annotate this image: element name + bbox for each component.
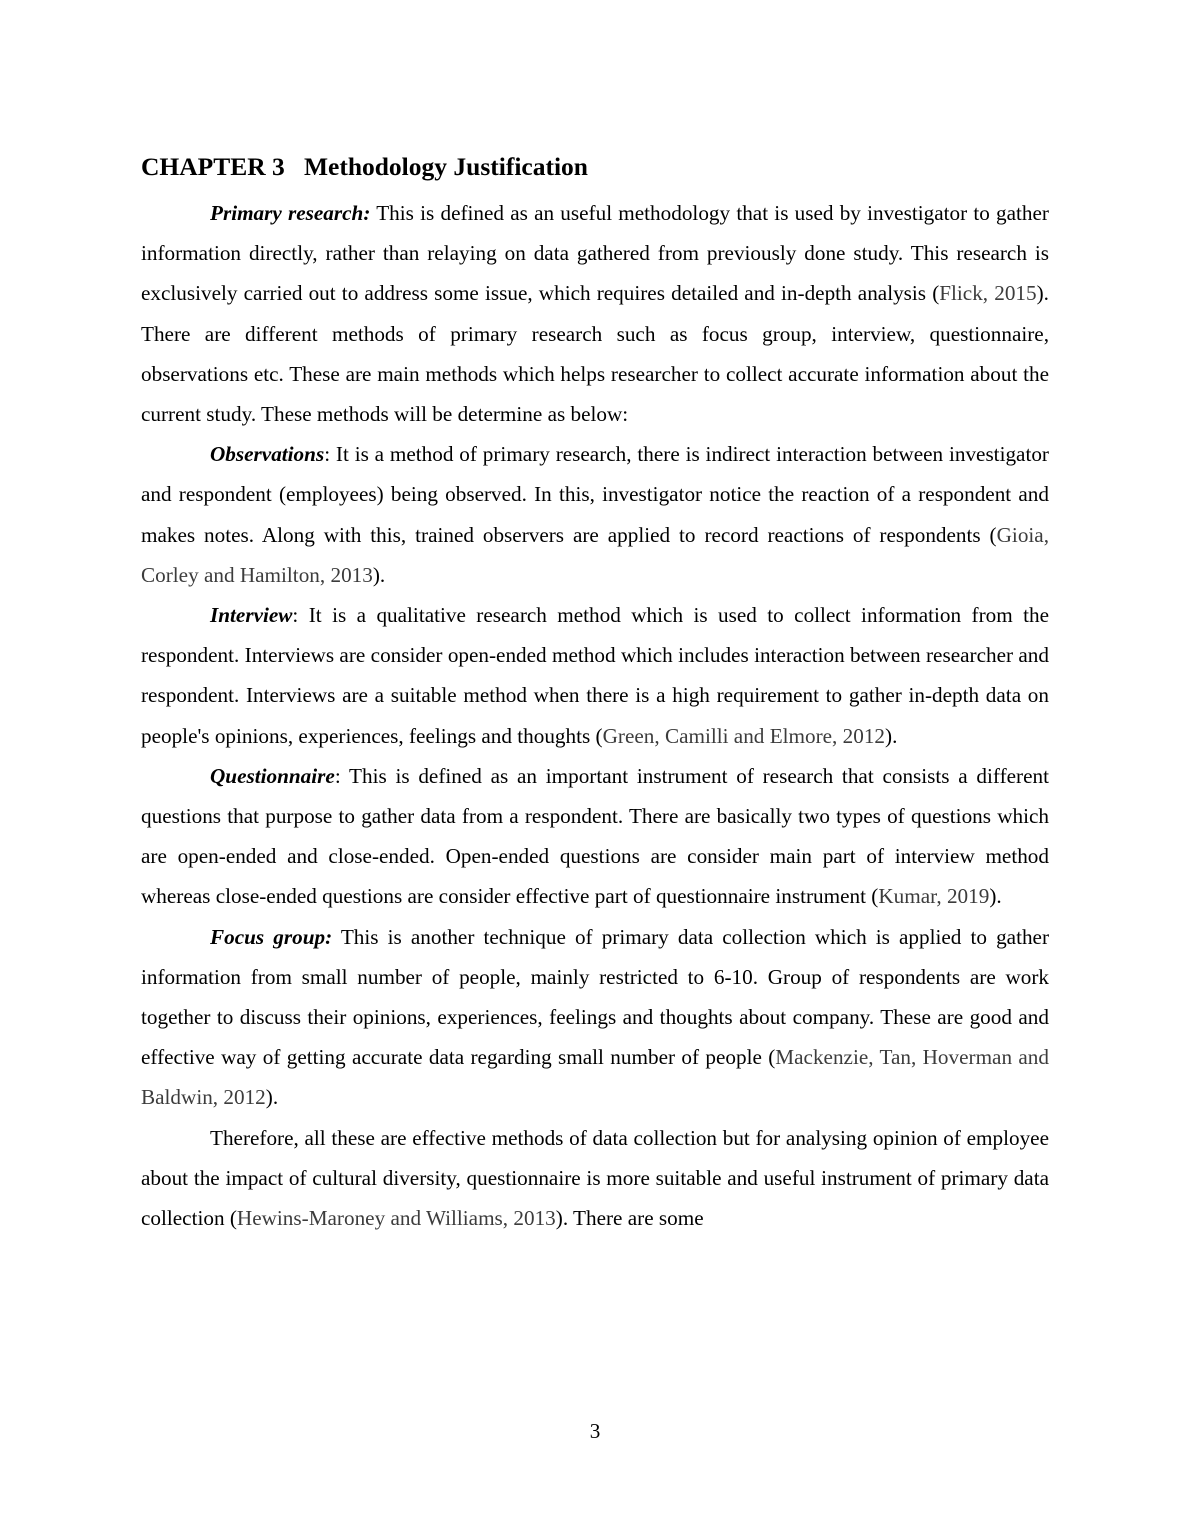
paragraph-text: ). [372, 562, 386, 587]
paragraph-text: ). [265, 1085, 279, 1110]
paragraph-primary-research [141, 193, 1049, 434]
term-primary-research: Primary research: [210, 201, 371, 225]
chapter-number: CHAPTER 3 [141, 152, 285, 181]
paragraph-text: This is defined as an useful methodology that is used by investigator to gather information directly, rather than relaying on data gathered from previously done study. This research is exclusively carried out to address some issue, which requires detailed and in-depth analysis ( [141, 201, 1049, 306]
paragraph-text: : This is defined as an important instrument of research that consists a different questions that purpose to gather data from a respondent. There are basically two types of questions which are open-ended and close-ended. Open-ended questions are consider main part of interview method whereas close-ended questions are consider effective part of questionnaire instrument ( [141, 763, 1049, 909]
citation: Hewins-Maroney and Williams, 2013 [236, 1206, 556, 1231]
paragraph-therefore [141, 1118, 1049, 1239]
term-questionnaire: Questionnaire [210, 763, 335, 788]
paragraph-questionnaire [141, 756, 1049, 917]
paragraph-observations [141, 434, 1049, 595]
paragraph-text: ). [989, 884, 1002, 909]
paragraph-text: ). [885, 723, 898, 748]
chapter-title: Methodology Justification [303, 152, 588, 181]
term-focus-group: Focus group: [210, 924, 333, 949]
paragraph-interview [141, 595, 1049, 756]
term-observations: Observations [210, 442, 325, 467]
citation: Mackenzie, Tan, Hoverman and Baldwin, 2012 [141, 1045, 1049, 1110]
page-number: 3 [589, 1419, 601, 1443]
citation: Green, Camilli and Elmore, 2012 [602, 723, 886, 748]
paragraph-text: This is another technique of primary data collection which is applied to gather information from small number of people, mainly restricted to 6-10. Group of respondents are work together to discuss their opinions, experiences, feelings and thoughts about company. These are good and effective way of getting accurate data regarding small number of people ( [141, 924, 1050, 1070]
paragraph-text: : It is a qualitative research method which is used to collect information from the respondent. Interviews are consider open-ended method which includes interaction between researcher and respondent. Interviews are a suitable method when there is a high requirement to gather in-depth data on people's opinions, experiences, feelings and thoughts ( [141, 603, 1049, 748]
paragraph-text: : It is a method of primary research, there is indirect interaction between investigator and respondent (employees) being observed. In this, investigator notice the reaction of a respondent and makes notes. Along with this, trained observers are applied to record reactions of respondents ( [141, 442, 1049, 547]
term-interview: Interview [210, 603, 293, 628]
paragraph-text: Therefore, all these are effective methods of data collection but for analysing opinion of employee about the impact of cultural diversity, questionnaire is more suitable and useful instrument of primary data collection ( [141, 1125, 1049, 1231]
citation: Flick, 2015 [939, 281, 1037, 306]
paragraph-text: ). There are different methods of primary research such as focus group, interview, questionnaire, observations etc. These are main methods which helps researcher to collect accurate information about the current study. These methods will be determine as below: [141, 281, 1049, 427]
paragraph-text: ). There are some [555, 1206, 704, 1231]
citation: Gioia, Corley and Hamilton, 2013 [141, 522, 1049, 587]
citation: Kumar, 2019 [878, 884, 990, 909]
page-content [141, 147, 1049, 1238]
chapter-heading [141, 147, 1049, 187]
paragraph-focus-group [141, 917, 1049, 1118]
